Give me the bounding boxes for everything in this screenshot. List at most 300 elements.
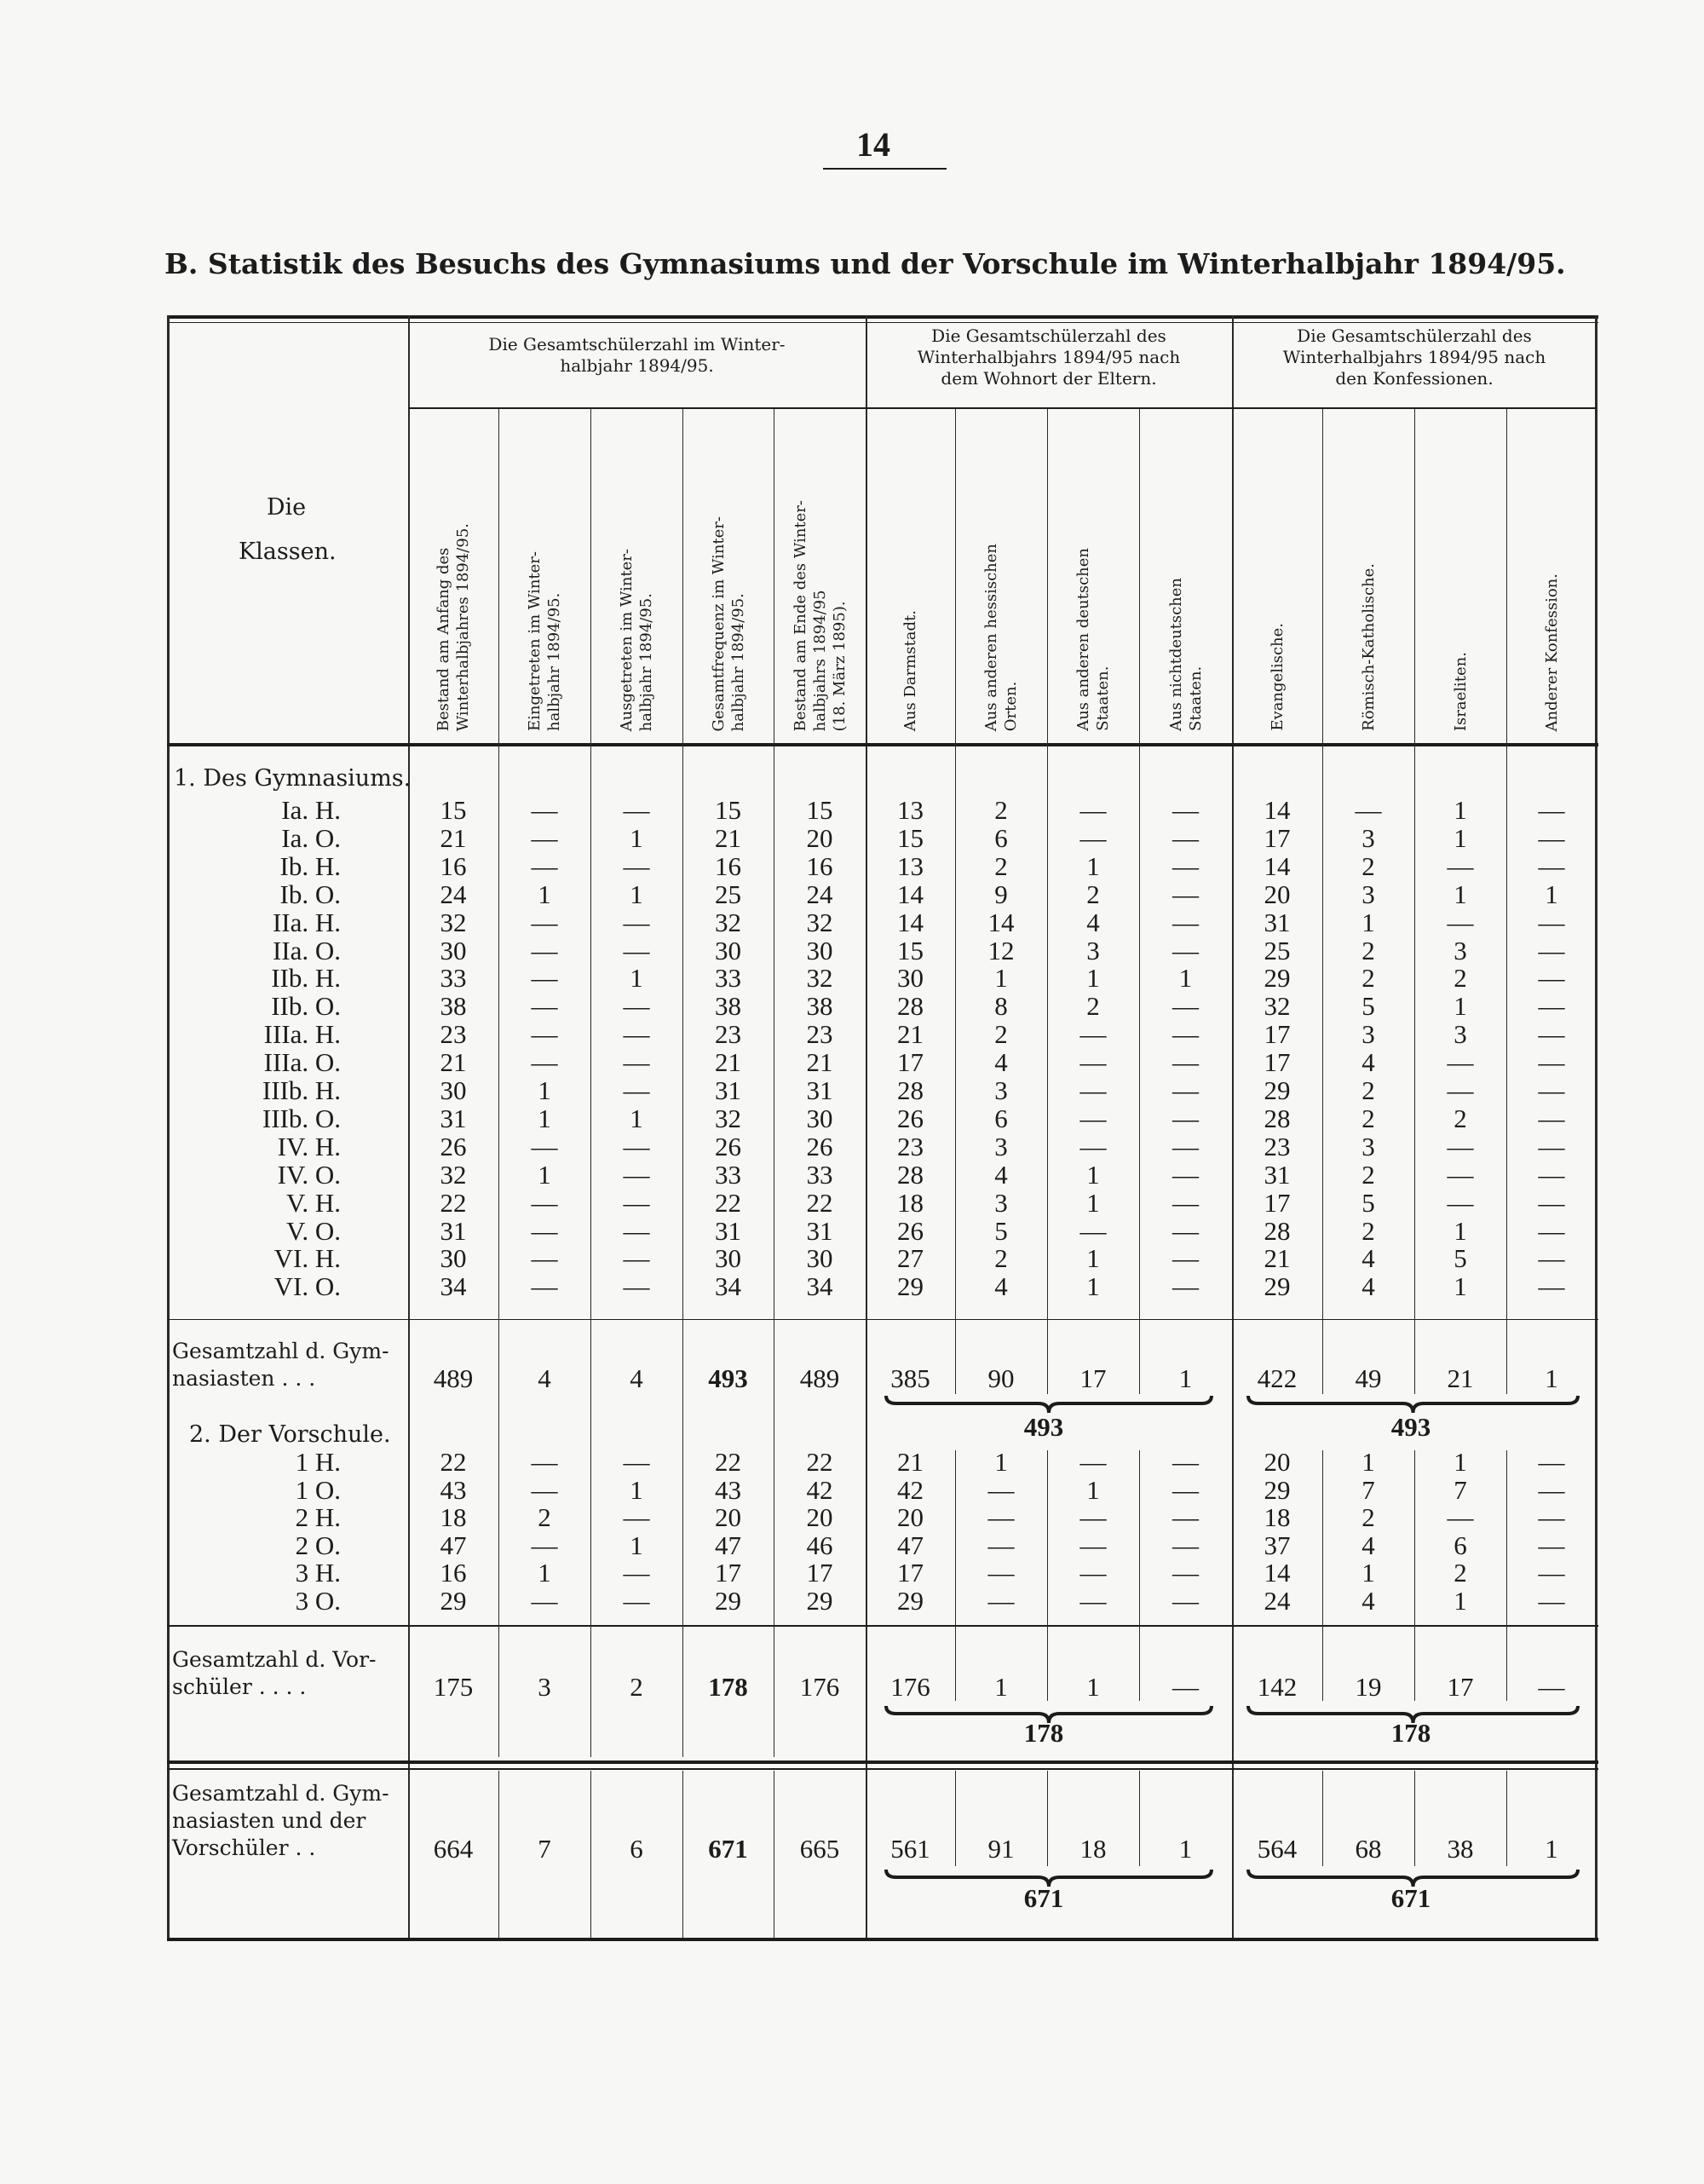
table-row-cell: 5 [1361,991,1375,1022]
table-row-cell: 12 [987,935,1015,965]
brace-total: 178 [1390,1718,1431,1748]
class-label: IIIa. O. [263,1047,341,1078]
total-row-cell: 1 [1178,1834,1193,1864]
table-row-cell: — [623,1047,650,1078]
table-row-cell: 3 [1361,822,1375,853]
table-row-cell: — [1538,795,1565,825]
table-row-cell: 22 [440,1447,467,1477]
table-row-cell: 31 [1264,907,1291,937]
table-row-cell: — [531,1530,558,1560]
table-row-cell: 27 [897,1243,924,1274]
table-row-cell: 20 [897,1502,924,1533]
table-row-cell: 14 [1264,1558,1291,1588]
table-row-cell: 2 [994,850,1008,881]
table-row-cell: 26 [897,1215,924,1246]
table-row-cell: 34 [806,1271,833,1302]
total-row-cell: 19 [1355,1672,1382,1702]
table-row-cell: 28 [1264,1103,1291,1133]
table-row-cell: 25 [715,879,741,909]
brace-total: 671 [1390,1883,1431,1913]
column-header [1322,411,1414,736]
table-row-cell: 15 [806,795,833,825]
table-row-cell: — [1079,795,1107,825]
table-row-cell: — [1079,1447,1107,1477]
total-label: Gesamtzahl d. Gym- [172,1339,389,1363]
table-row-cell: 5 [1454,1243,1467,1274]
table-row-cell: — [623,1075,650,1105]
table-row-cell: 46 [806,1530,833,1560]
column-header-text: Bestand am Anfang des Winterhalbjahres 1894/95. [435,522,472,731]
table-row-cell: 1 [1454,822,1467,853]
table-row-cell: 17 [897,1047,924,1078]
column-header-text: Aus anderen hessischen Orten. [982,543,1020,731]
group-header: Die Gesamtschülerzahl des Winterhalbjahrs 1894/95 nach den Konfessionen. [1282,326,1546,389]
total-row-cell: 7 [538,1834,551,1864]
class-label: IIIb. O. [262,1103,341,1133]
table-row-cell: 6 [994,1103,1008,1133]
horizontal-rule [167,1319,1598,1320]
class-label: VI. O. [273,1271,341,1302]
table-row-cell: — [531,1474,558,1505]
table-row-cell: 4 [1361,1586,1375,1616]
column-header-text: Anderer Konfession. [1542,573,1561,731]
horizontal-rule [408,407,866,409]
column-header [1047,411,1139,736]
table-row-cell: — [1538,1131,1565,1161]
table-row-cell: 32 [440,907,467,937]
column-header [1506,411,1597,736]
total-row-cell: 1 [1545,1363,1558,1393]
table-row-cell: — [623,795,650,825]
table-row-cell: — [1172,1075,1199,1105]
table-row-cell: 1 [1361,1447,1375,1477]
table-row-cell: 31 [440,1103,467,1133]
table-row-cell: 22 [715,1447,741,1477]
table-row-cell: 47 [440,1530,467,1560]
table-row-cell: 17 [1264,822,1291,853]
table-row-cell: 3 [1361,879,1375,909]
table-row-cell: — [623,1586,650,1616]
table-row-cell: — [531,795,558,825]
table-row-cell: 17 [1264,1047,1291,1078]
table-row-cell: 31 [806,1215,833,1246]
table-row-cell: — [1538,1187,1565,1218]
table-row-cell: — [531,822,558,853]
total-row-cell: 489 [799,1363,840,1393]
table-row-cell: 20 [1264,879,1291,909]
table-row-cell: — [1538,1243,1565,1274]
table-row-cell: 47 [897,1530,924,1560]
table-row-cell: 1 [1086,850,1100,881]
table-row-cell: 21 [897,1019,924,1050]
table-row-cell: 1 [994,1447,1008,1477]
class-label: 1 O. [295,1474,341,1505]
table-row-cell: 5 [994,1215,1008,1246]
table-row-cell: 4 [1361,1530,1375,1560]
table-row-cell: 2 [1086,879,1100,909]
table-row-cell: — [1538,935,1565,965]
table-row-cell: 4 [994,1271,1008,1302]
table-row-cell: 26 [806,1131,833,1161]
table-row-cell: — [531,1271,558,1302]
table-row-cell: 30 [806,1243,833,1274]
table-row-cell: — [1538,850,1565,881]
table-row-cell: 15 [897,822,924,853]
table-row-cell: 2 [1361,963,1375,994]
table-row-cell: 1 [630,822,643,853]
table-row-cell: 38 [440,991,467,1022]
total-row-cell: 17 [1079,1363,1107,1393]
total-row-cell: 1 [1086,1672,1100,1702]
table-row-cell: 3 [994,1075,1008,1105]
table-row-cell: 32 [715,1103,741,1133]
table-row-cell: — [1538,1586,1565,1616]
table-row-cell: 13 [897,795,924,825]
table-row-cell: — [1172,991,1199,1022]
table-row-cell: — [1538,822,1565,853]
table-row-cell: 29 [1264,1075,1291,1105]
table-row-cell: 2 [1361,1075,1375,1105]
table-row-cell: 1 [1086,1474,1100,1505]
table-row-cell: 1 [1454,1586,1467,1616]
total-label: schüler . . . . [172,1674,307,1699]
table-row-cell: 4 [1361,1243,1375,1274]
class-label: IIIb. H. [262,1075,341,1105]
table-row-cell: 43 [715,1474,741,1505]
table-row-cell: — [623,1131,650,1161]
table-row-cell: 1 [994,963,1008,994]
column-header [408,411,498,736]
table-row-cell: — [1079,822,1107,853]
table-row-cell: — [1172,1159,1199,1190]
table-row-cell: 17 [806,1558,833,1588]
table-row-cell: — [1172,1530,1199,1560]
table-row-cell: — [531,1131,558,1161]
class-label: IIb. H. [271,963,341,994]
column-header [955,411,1047,736]
column-header [1414,411,1506,736]
table-row-cell: — [1172,1047,1199,1078]
table-row-cell: 1 [1361,907,1375,937]
column-header-text: Aus nichtdeutschen Staaten. [1166,578,1205,731]
table-row-cell: 33 [715,1159,741,1190]
table-row-cell: — [1355,795,1382,825]
table-row-cell: 32 [806,963,833,994]
table-row-cell: 2 [994,1243,1008,1274]
column-header-text: Aus Darmstadt. [901,609,919,731]
total-row-cell: 385 [890,1363,930,1393]
table-row-cell: — [1447,907,1474,937]
table-row-cell: — [1172,1131,1199,1161]
table-row-cell: 34 [715,1271,741,1302]
table-row-cell: 4 [994,1047,1008,1078]
table-row-cell: — [531,1586,558,1616]
table-row-cell: — [623,907,650,937]
table-row-cell: 2 [1361,1215,1375,1246]
table-row-cell: 42 [806,1474,833,1505]
table-row-cell: 23 [806,1019,833,1050]
table-row-cell: 1 [1454,879,1467,909]
total-row-cell: 489 [433,1363,474,1393]
table-row-cell: 43 [440,1474,467,1505]
class-label: IIa. H. [272,907,341,937]
table-row-cell: — [1538,1075,1565,1105]
total-label: Gesamtzahl d. Gym- [172,1781,389,1806]
table-row-cell: 16 [715,850,741,881]
table-row-cell: 34 [440,1271,467,1302]
group-header: Die Gesamtschülerzahl im Winter- halbjahr 1894/95. [488,334,786,376]
total-row-cell: 422 [1257,1363,1298,1393]
table-row-cell: — [1538,1502,1565,1533]
total-row-cell: 90 [987,1363,1015,1393]
table-row-cell: 4 [994,1159,1008,1190]
brace-total: 493 [1023,1412,1064,1442]
table-row-cell: — [1172,850,1199,881]
total-row-cell: 142 [1257,1672,1298,1702]
table-row-cell: — [531,1243,558,1274]
table-row-cell: 31 [1264,1159,1291,1190]
brace-total: 493 [1390,1412,1431,1442]
table-row-cell: 30 [440,935,467,965]
column-header-text: Aus anderen deutschen Staaten. [1074,548,1112,731]
total-label: Gesamtzahl d. Vor- [172,1647,377,1672]
horizontal-rule [167,1768,1598,1770]
total-row-cell: — [1538,1672,1565,1702]
table-row-cell: 20 [715,1502,741,1533]
column-header-text: Ausgetreten im Winter- halbjahr 1894/95. [618,548,655,731]
total-row-cell: 2 [630,1672,643,1702]
brace-total: 178 [1023,1718,1064,1748]
page-number: 14 [856,125,890,164]
table-row-cell: 33 [440,963,467,994]
table-row-cell: 21 [440,1047,467,1078]
class-label: V. H. [285,1187,341,1218]
brace-total: 671 [1023,1883,1064,1913]
table-row-cell: — [1172,822,1199,853]
table-row-cell: 3 [1361,1019,1375,1050]
horizontal-rule [167,1625,1598,1627]
table-row-cell: — [531,963,558,994]
table-row-cell: — [1447,1187,1474,1218]
classes-header-line: Klassen. [239,539,337,565]
table-row-cell: 20 [806,1502,833,1533]
table-row-cell: 1 [1545,879,1558,909]
total-row-cell: 493 [708,1363,748,1393]
table-row-cell: 21 [715,822,741,853]
table-row-cell: 16 [440,850,467,881]
table-row-cell: — [987,1474,1015,1505]
table-row-cell: 1 [630,879,643,909]
table-row-cell: — [623,1019,650,1050]
table-row-cell: 2 [1361,935,1375,965]
table-row-cell: 23 [440,1019,467,1050]
page-number-rule [823,168,947,170]
total-row-cell: 1 [1545,1834,1558,1864]
table-row-cell: 22 [806,1447,833,1477]
table-row-cell: 2 [538,1502,551,1533]
table-row-cell: 30 [806,1103,833,1133]
table-row-cell: — [1079,1075,1107,1105]
table-row-cell: — [531,1019,558,1050]
table-row-cell: 17 [1264,1019,1291,1050]
table-row-cell: 1 [1086,963,1100,994]
table-row-cell: 3 [1454,1019,1467,1050]
table-row-cell: 1 [1086,1159,1100,1190]
total-row-cell: 91 [987,1834,1015,1864]
table-row-cell: — [623,935,650,965]
table-row-cell: 23 [897,1131,924,1161]
table-row-cell: — [1172,879,1199,909]
table-row-cell: — [623,1558,650,1588]
column-header [774,411,866,736]
table-row-cell: 29 [715,1586,741,1616]
table-row-cell: — [623,991,650,1022]
total-row-cell: 1 [994,1672,1008,1702]
table-row-cell: 30 [715,1243,741,1274]
table-row-cell: — [1172,1019,1199,1050]
table-row-cell: — [1172,1243,1199,1274]
table-row-cell: 13 [897,850,924,881]
table-row-cell: 29 [1264,1271,1291,1302]
table-row-cell: 21 [1264,1243,1291,1274]
table-row-cell: 21 [806,1047,833,1078]
table-row-cell: 31 [806,1075,833,1105]
table-row-cell: 1 [1086,1187,1100,1218]
class-label: IV. H. [277,1131,341,1161]
table-row-cell: 29 [897,1586,924,1616]
table-row-cell: 32 [715,907,741,937]
class-label: 3 O. [295,1586,341,1616]
table-row-cell: 5 [1361,1187,1375,1218]
table-row-cell: 30 [715,935,741,965]
table-row-cell: — [1447,1047,1474,1078]
table-row-cell: 38 [715,991,741,1022]
group-header: Die Gesamtschülerzahl des Winterhalbjahrs 1894/95 nach dem Wohnort der Eltern. [917,326,1181,389]
total-row-cell: 665 [799,1834,840,1864]
table-row-cell: 14 [1264,795,1291,825]
table-row-cell: 2 [1454,1558,1467,1588]
table-row-cell: 22 [806,1187,833,1218]
table-row-cell: 1 [630,1103,643,1133]
table-row-cell: 38 [806,991,833,1022]
total-row-cell: 18 [1079,1834,1107,1864]
table-row-cell: — [623,1502,650,1533]
table-row-cell: — [1538,1047,1565,1078]
table-row-cell: 1 [538,1558,551,1588]
table-row-cell: 8 [994,991,1008,1022]
table-row-cell: — [1538,907,1565,937]
total-label: Vorschüler . . [172,1835,316,1860]
table-row-cell: 1 [1454,1215,1467,1246]
class-label: IIa. O. [272,935,341,965]
table-row-cell: 17 [715,1558,741,1588]
table-row-cell: — [1447,1075,1474,1105]
total-label: nasiasten . . . [172,1366,316,1391]
table-row-cell: 3 [994,1187,1008,1218]
table-row-cell: 1 [1454,1271,1467,1302]
table-row-cell: — [623,850,650,881]
table-row-cell: — [1172,1271,1199,1302]
total-row-cell: 4 [630,1363,643,1393]
table-row-cell: — [1079,1586,1107,1616]
table-row-cell: — [1538,1271,1565,1302]
table-row-cell: — [1172,1502,1199,1533]
class-label: 3 H. [295,1558,341,1588]
table-row-cell: 18 [1264,1502,1291,1533]
column-header-text: Römisch-Katholische. [1359,563,1378,731]
total-row-cell: 38 [1447,1834,1474,1864]
classes-header-line: Die [266,494,307,521]
table-row-cell: 2 [1361,1103,1375,1133]
table-row-cell: 1 [630,1530,643,1560]
column-header [1232,411,1322,736]
table-row-cell: 2 [994,1019,1008,1050]
table-row-cell: 3 [994,1131,1008,1161]
column-header [866,411,955,736]
table-row-cell: 16 [806,850,833,881]
class-label: VI. H. [273,1243,341,1274]
table-row-cell: — [1538,1474,1565,1505]
column-header-text: Eingetreten im Winter- halbjahr 1894/95. [526,550,563,731]
table-row-cell: — [987,1586,1015,1616]
table-row-cell: — [1447,1131,1474,1161]
table-row-cell: 33 [806,1159,833,1190]
table-row-cell: 29 [806,1586,833,1616]
total-row-cell: 21 [1447,1363,1474,1393]
table-row-cell: 18 [440,1502,467,1533]
table-row-cell: 23 [1264,1131,1291,1161]
table-row-cell: 22 [715,1187,741,1218]
table-row-cell: 21 [897,1447,924,1477]
table-row-cell: 2 [1361,850,1375,881]
table-row-cell: — [1172,1447,1199,1477]
table-row-cell: 47 [715,1530,741,1560]
table-row-cell: 1 [538,1159,551,1190]
class-label: IIIa. H. [263,1019,341,1050]
table-row-cell: 21 [440,822,467,853]
table-row-cell: 14 [897,907,924,937]
table-row-cell: — [987,1558,1015,1588]
table-row-cell: — [1079,1558,1107,1588]
table-row-cell: — [1079,1502,1107,1533]
table-row-cell: — [1172,1558,1199,1588]
horizontal-rule [167,322,1598,323]
table-row-cell: 1 [1454,991,1467,1022]
table-row-cell: — [531,935,558,965]
table-row-cell: — [531,1047,558,1078]
table-row-cell: 9 [994,879,1008,909]
column-header [498,411,590,736]
table-row-cell: 1 [630,963,643,994]
table-row-cell: 32 [1264,991,1291,1022]
table-row-cell: 1 [1361,1558,1375,1588]
table-row-cell: 1 [1086,1243,1100,1274]
column-header-text: Gesamtfrequenz im Winter- halbjahr 1894/95. [709,516,747,731]
table-row-cell: 29 [1264,1474,1291,1505]
table-row-cell: 28 [1264,1215,1291,1246]
table-row-cell: 6 [994,822,1008,853]
table-row-cell: 4 [1361,1271,1375,1302]
table-row-cell: 23 [715,1019,741,1050]
total-row-cell: 564 [1257,1834,1298,1864]
table-row-cell: — [1538,991,1565,1022]
table-row-cell: — [531,1215,558,1246]
column-header-text: Bestand am Ende des Winter- halbjahrs 1894/95 (18. März 1895). [791,499,849,731]
class-label: Ib. O. [279,879,341,909]
table-row-cell: — [1538,1530,1565,1560]
table-row-cell: 1 [630,1474,643,1505]
table-row-cell: — [1172,907,1199,937]
